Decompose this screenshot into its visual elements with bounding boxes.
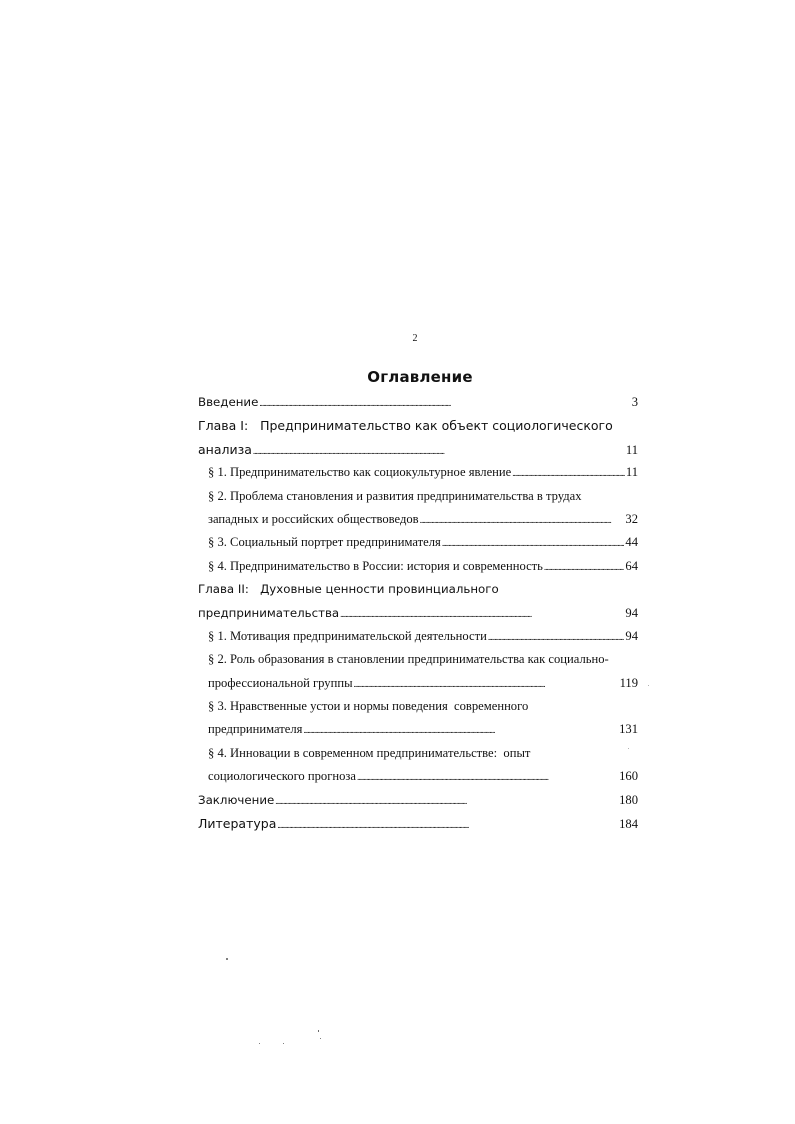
toc-entry-chapter-2[interactable] <box>198 582 638 605</box>
toc-entry-chapter-1-cont[interactable] <box>198 442 638 465</box>
toc-entry-text: § 2. Роль образования в становлении предпринимательства как социально- <box>208 652 609 667</box>
toc-entry-page: 11 <box>625 442 638 457</box>
toc-entry-introduction[interactable] <box>198 395 638 418</box>
leader-dots <box>488 629 625 644</box>
toc-entry-text: социологического прогноза <box>208 769 356 784</box>
toc-entry-1-4[interactable] <box>198 559 638 582</box>
leader-dots <box>544 559 624 574</box>
leader-dots <box>259 395 630 409</box>
toc-entry-text: Глава II: Духовные ценности провинциального <box>198 582 499 597</box>
toc-entry-page: 160 <box>619 769 638 784</box>
toc-entry-text: § 3. Нравственные устои и нормы поведения современного <box>208 699 529 714</box>
toc-entry-text: анализа <box>198 441 252 457</box>
toc-entry-text: § 1. Мотивация предпринимательской деятельности <box>208 628 487 643</box>
leader-dots <box>275 793 618 807</box>
page-number: 2 <box>412 333 418 344</box>
leader-dots <box>253 442 625 457</box>
toc-entry-2-2-cont[interactable] <box>198 676 638 699</box>
toc-entry-text: профессиональной группы <box>208 675 353 690</box>
scan-speck <box>628 748 629 749</box>
toc-entry-chapter-1[interactable] <box>198 418 638 441</box>
toc-entry-chapter-2-cont[interactable] <box>198 606 638 629</box>
leader-dots <box>354 676 619 691</box>
toc-entry-page: 184 <box>619 817 638 832</box>
toc-entry-1-2[interactable] <box>198 489 638 512</box>
toc-entry-page: 3 <box>631 395 638 409</box>
table-of-contents <box>198 395 638 839</box>
toc-entry-page: 11 <box>625 465 638 480</box>
toc-entry-1-1[interactable] <box>198 465 638 488</box>
toc-entry-page: 119 <box>619 675 638 690</box>
toc-entry-text: Заключение <box>198 792 275 807</box>
scan-speck <box>259 1043 260 1044</box>
leader-dots <box>277 816 618 831</box>
toc-entry-text: § 4. Инновации в современном предпринимательстве: опыт <box>208 745 531 760</box>
toc-entry-2-3-cont[interactable] <box>198 722 638 745</box>
toc-entry-text: § 2. Проблема становления и развития предпринимательства в трудах <box>208 488 582 503</box>
toc-entry-text: § 1. Предпринимательство как социокультурное явление <box>208 465 512 480</box>
toc-entry-page: 180 <box>619 792 638 807</box>
toc-entry-2-4-cont[interactable] <box>198 769 638 792</box>
toc-entry-2-1[interactable] <box>198 629 638 652</box>
toc-entry-page: 32 <box>625 511 638 526</box>
toc-entry-literature[interactable] <box>198 816 638 839</box>
toc-entry-page: 64 <box>625 558 638 573</box>
toc-entry-page: 94 <box>625 605 638 620</box>
toc-entry-text: предпринимателя <box>208 722 303 737</box>
toc-entry-text: § 3. Социальный портрет предпринимателя <box>208 535 441 550</box>
toc-entry-text: § 4. Предпринимательство в России: история и современность <box>208 558 543 573</box>
scan-speck <box>318 1030 319 1032</box>
toc-entry-text: предпринимательства <box>198 605 340 620</box>
leader-dots <box>303 722 618 737</box>
toc-entry-text: Введение <box>198 395 259 409</box>
toc-entry-page: 44 <box>625 535 638 550</box>
toc-entry-2-2[interactable] <box>198 652 638 675</box>
toc-entry-1-3[interactable] <box>198 535 638 558</box>
scan-speck <box>648 685 649 686</box>
leader-dots <box>340 606 624 620</box>
toc-title: Оглавление <box>367 368 473 386</box>
toc-entry-1-2-cont[interactable] <box>198 512 638 535</box>
toc-entry-2-4[interactable] <box>198 746 638 769</box>
scan-speck <box>283 1043 284 1044</box>
toc-entry-page: 94 <box>625 628 638 643</box>
toc-entry-2-3[interactable] <box>198 699 638 722</box>
toc-entry-text: Литература <box>198 816 277 832</box>
toc-entry-text: Глава I: Предпринимательство как объект социологического <box>198 418 613 434</box>
scan-speck <box>226 958 228 960</box>
leader-dots <box>420 512 625 527</box>
toc-entry-conclusion[interactable] <box>198 793 638 816</box>
leader-dots <box>512 465 625 480</box>
scan-speck <box>320 1038 321 1039</box>
toc-entry-page: 131 <box>619 722 638 737</box>
leader-dots <box>442 535 625 550</box>
leader-dots <box>357 769 618 784</box>
toc-entry-text: западных и российских обществоведов <box>208 511 419 526</box>
